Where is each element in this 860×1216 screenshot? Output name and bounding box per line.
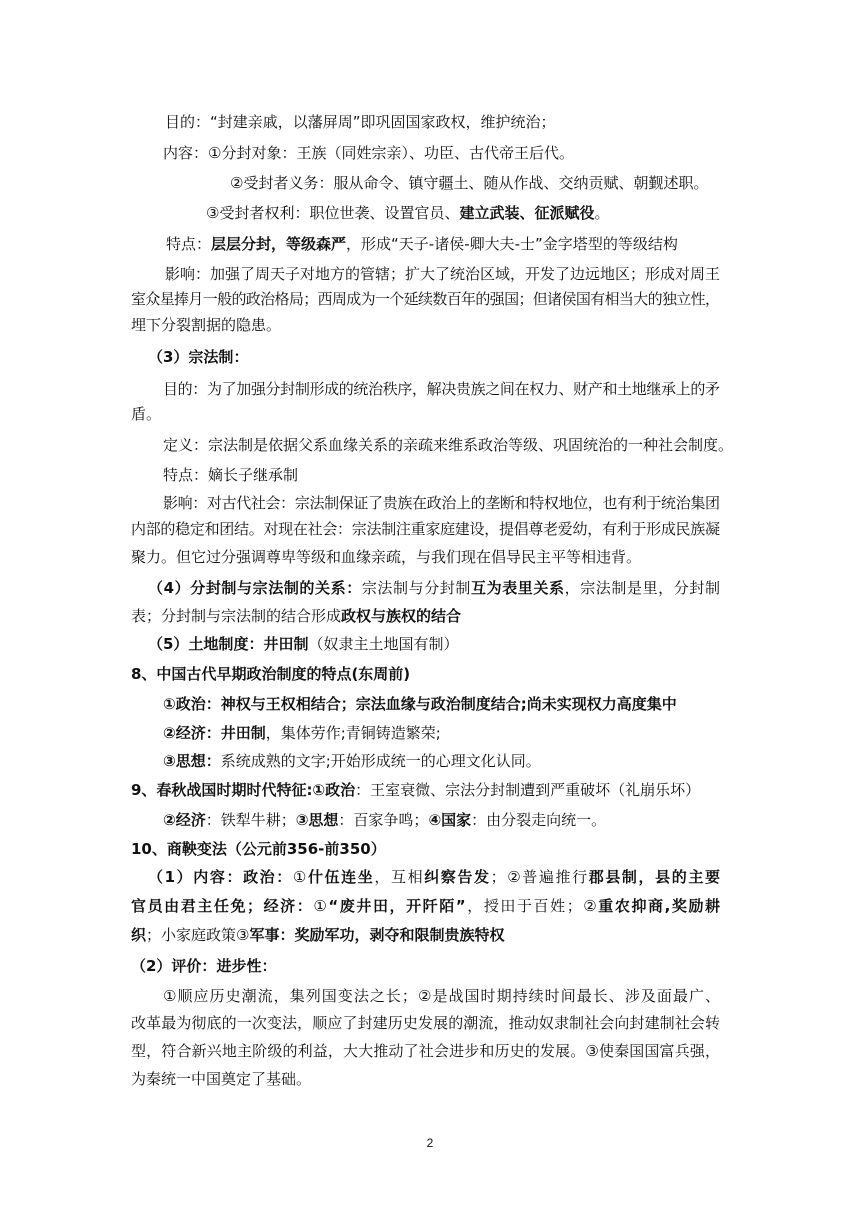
text-line [131, 1013, 720, 1033]
text-segment: 宗法制与分封制 [361, 579, 471, 597]
bold-text: ③思想： [163, 752, 221, 770]
text-segment: 室众星捧月一般的政治格局；西周成为一个延续数百年的强国；但诸侯国有相当大的独立性， [131, 290, 720, 308]
text-segment: ，互相 [374, 868, 425, 886]
text-segment: （奴隶主土地国有制） [308, 635, 459, 653]
text-line [131, 1069, 311, 1089]
text-line [163, 435, 733, 455]
text-segment: 为秦统一中国奠定了基础。 [131, 1070, 312, 1088]
text-line [163, 694, 677, 714]
page-number: 2 [426, 1136, 434, 1150]
text-line [163, 465, 298, 485]
text-segment: ③受封者权利：职位世袭、设置官员、 [206, 204, 460, 222]
text-line [131, 956, 276, 976]
bold-text: 什伍连坐 [307, 868, 375, 886]
text-segment: 盾。 [131, 405, 162, 423]
bold-text: 层层分封，等级森严 [211, 235, 347, 253]
text-segment: ：铁犁牛耕； [205, 811, 296, 829]
text-segment: ：王室衰微、宗法分封制遭到严重破坏（礼崩乐坏） [355, 781, 701, 799]
text-line [131, 606, 461, 626]
bold-text: 政权与族权的结合 [341, 607, 462, 625]
text-line [148, 634, 458, 654]
text-segment: ②受封者义务：服从命令、镇守疆土、随从作战、交纳贡赋、朝觐述职。 [230, 174, 709, 192]
text-segment: 影响：对古代社会：宗法制保证了贵族在政治上的垄断和特权地位，也有利于统治集团 [163, 494, 720, 512]
text-line [131, 519, 720, 539]
bold-text: ②经济 [163, 811, 206, 829]
text-line [131, 289, 719, 309]
text-segment: ，形成“天子-诸侯-卿大夫-士”金字塔型的等级结构 [346, 235, 678, 253]
bold-text: （5）土地制度：井田制 [148, 635, 309, 653]
text-line [230, 173, 708, 193]
text-segment: ① [313, 897, 329, 915]
text-segment: 内容：①分封对象：王族（同姓宗亲）、功臣、古代帝王后代。 [163, 144, 574, 162]
bold-text: ④国家 [428, 811, 472, 829]
text-segment: ；②普遍推行 [490, 868, 589, 886]
text-segment: 系统成熟的文字;开始形成统一的心理文化认同。 [220, 752, 541, 770]
bold-text: ①政治：神权与王权相结合；宗法血缘与政治制度结合;尚未实现权力高度集中 [163, 695, 677, 713]
bold-text: ②经济：井田制 [163, 724, 266, 742]
bold-text: （3）宗法制： [148, 348, 249, 366]
text-segment: 聚力。但它过分强调尊卑等级和血缘亲疏，与我们现在倡导民主平等相违背。 [131, 548, 642, 566]
text-segment: ，集体劳作;青铜铸造繁荣; [265, 724, 441, 742]
bold-text: ③思想 [295, 811, 339, 829]
text-line [163, 143, 574, 163]
text-line [166, 234, 678, 254]
text-segment: ①顺应历史潮流，集列国变法之长；②是战国时期持续时间最长、涉及面最广、 [163, 987, 722, 1005]
text-line [131, 664, 410, 684]
bold-text: 郡县制，县的主要 [588, 868, 722, 886]
text-line [163, 810, 606, 830]
bold-text: （1）内容：政治： [148, 868, 293, 886]
text-segment: 特点： [166, 235, 212, 253]
text-line [131, 315, 281, 335]
text-line [206, 203, 609, 223]
bold-text: 织 [131, 926, 147, 944]
bold-text: 9、春秋战国时期时代特征:①政治 [131, 781, 356, 799]
text-line [131, 1041, 720, 1061]
bold-text: （4）分封制与宗法制的关系： [148, 579, 362, 597]
bold-text: 重农抑商,奖励耕 [598, 897, 722, 915]
bold-text: 8、中国古代早期政治制度的特点(东周前) [131, 665, 411, 683]
text-line [163, 986, 721, 1006]
text-segment: 特点：嫡长子继承制 [163, 466, 299, 484]
text-segment: 内部的稳定和团结。对现在社会：宗法制注重家庭建设，提倡尊老爱幼，有利于形成民族凝 [131, 520, 720, 538]
text-line [131, 404, 161, 424]
text-segment: ：由分裂走向统一。 [471, 811, 607, 829]
text-segment: 定义：宗法制是依据父系血缘关系的亲疏来维系政治等级、巩固统治的一种社会制度。 [163, 436, 734, 454]
text-segment: ：百家争鸣； [338, 811, 429, 829]
text-segment: ，宗法制是里，分封制 [564, 579, 721, 597]
text-line [165, 112, 556, 132]
text-line [163, 493, 720, 513]
bold-text: 互为表里关系 [471, 579, 565, 597]
text-line [131, 780, 700, 800]
bold-text: 纠察告发 [424, 868, 491, 886]
text-line [148, 347, 248, 367]
text-segment: 型，符合新兴地主阶级的利益，大大推动了社会进步和历史的发展。③使秦国国富兵强， [131, 1042, 721, 1060]
text-line [131, 925, 504, 945]
text-segment: 目的：“封建亲戚，以藩屏周”即巩固国家政权，维护统治； [165, 113, 556, 131]
text-segment: ，授田于百姓；② [467, 897, 599, 915]
text-line [148, 867, 722, 887]
text-line [131, 896, 722, 916]
bold-text: 建立武装、征派赋役 [459, 204, 595, 222]
text-line [131, 547, 641, 567]
text-segment: ① [292, 868, 308, 886]
text-segment: 表；分封制与宗法制的结合形成 [131, 607, 342, 625]
text-segment: 目的：为了加强分封制形成的统治秩序，解决贵族之间在权力、财产和土地继承上的矛 [163, 380, 720, 398]
bold-text: 官员由君主任免；经济： [131, 897, 314, 915]
text-segment: 改革最为彻底的一次变法，顺应了封建历史发展的潮流，推动奴隶制社会向封建制社会转 [131, 1014, 721, 1032]
text-segment: 。 [594, 204, 610, 222]
text-line [163, 379, 720, 399]
text-line [131, 839, 386, 859]
text-line [148, 578, 721, 598]
bold-text: “废井田，开阡陌” [328, 897, 468, 915]
bold-text: （2）评价：进步性： [131, 957, 277, 975]
text-segment: 影响：加强了周天子对地方的管辖；扩大了统治区域，开发了边远地区；形成对周王 [165, 265, 720, 283]
bold-text: 军事：奖励军功，剥夺和限制贵族特权 [249, 926, 505, 944]
text-segment: ；小家庭政策③ [146, 926, 250, 944]
text-segment: 埋下分裂割据的隐患。 [131, 316, 282, 334]
bold-text: 10、商鞅变法（公元前356-前350） [131, 840, 386, 858]
text-line [165, 264, 720, 284]
text-line [163, 751, 541, 771]
text-line [163, 723, 441, 743]
